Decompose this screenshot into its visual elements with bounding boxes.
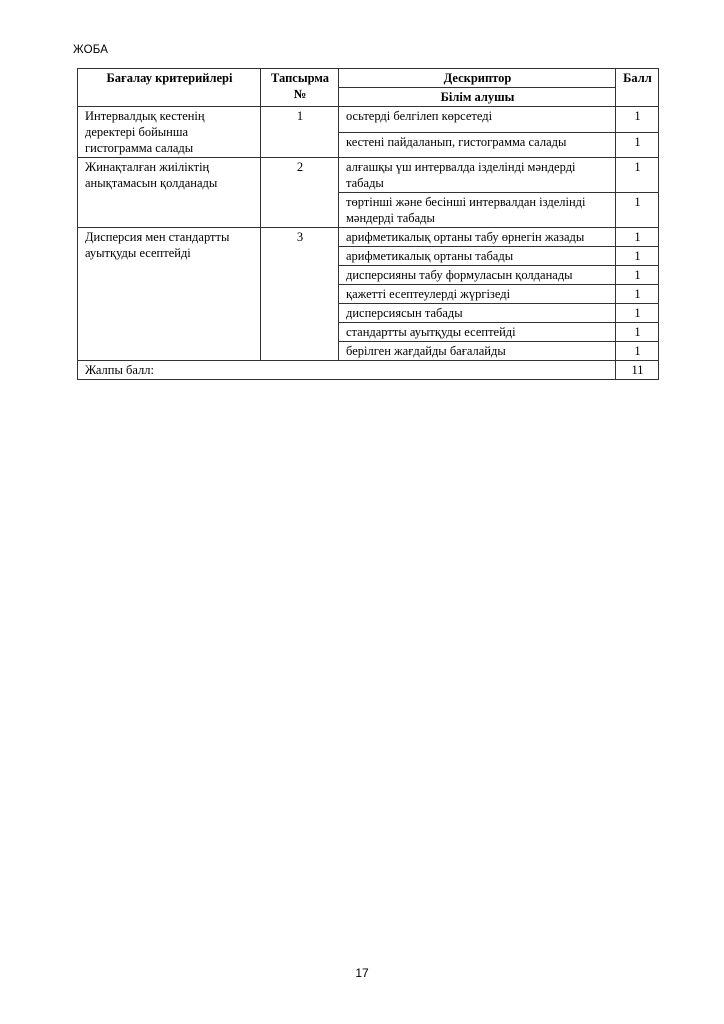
score-cell: 1 <box>616 285 659 304</box>
descriptor-cell: берілген жағдайды бағалайды <box>339 342 616 361</box>
score-cell: 1 <box>616 193 659 228</box>
score-header: Балл <box>616 69 659 107</box>
total-label: Жалпы балл: <box>78 361 616 380</box>
descriptor-cell: кестені пайдаланып, гистограмма салады <box>339 132 616 158</box>
criteria-cell: Интервалдық кестенің деректері бойынша гистограмма салады <box>78 107 261 158</box>
total-row <box>78 361 659 380</box>
task-number-header: Тапсырма № <box>261 69 339 107</box>
descriptor-cell: алғашқы үш интервалда ізделінді мәндерді табады <box>339 158 616 193</box>
descriptor-cell: төртінші және бесінші интервалдан ізделінді мәндерді табады <box>339 193 616 228</box>
descriptor-cell: арифметикалық ортаны табады <box>339 247 616 266</box>
score-cell: 1 <box>616 107 659 133</box>
descriptor-cell: дисперсиясын табады <box>339 304 616 323</box>
table-row <box>78 107 659 133</box>
score-cell: 1 <box>616 304 659 323</box>
page-number: 17 <box>355 966 369 980</box>
criteria-cell: Дисперсия мен стандартты ауытқуды есептейді <box>78 228 261 361</box>
descriptor-subheader: Білім алушы <box>339 88 616 107</box>
criteria-header: Бағалау критерийлері <box>78 69 261 107</box>
task-number-cell: 1 <box>261 107 339 158</box>
score-cell: 1 <box>616 132 659 158</box>
score-cell: 1 <box>616 323 659 342</box>
table-row <box>78 158 659 193</box>
descriptor-header: Дескриптор <box>339 69 616 88</box>
descriptor-cell: қажетті есептеулерді жүргізеді <box>339 285 616 304</box>
total-score: 11 <box>616 361 659 380</box>
score-cell: 1 <box>616 228 659 247</box>
task-number-cell: 3 <box>261 228 339 361</box>
task-number-cell: 2 <box>261 158 339 228</box>
table-row <box>78 228 659 247</box>
score-cell: 1 <box>616 158 659 193</box>
rubric-body <box>78 107 659 361</box>
descriptor-cell: осьтерді белгілеп көрсетеді <box>339 107 616 133</box>
header-row <box>78 69 659 88</box>
draft-mark: ЖОБА <box>73 44 109 56</box>
descriptor-cell: стандартты ауытқуды есептейді <box>339 323 616 342</box>
assessment-rubric-table <box>77 68 659 380</box>
score-cell: 1 <box>616 342 659 361</box>
score-cell: 1 <box>616 247 659 266</box>
score-cell: 1 <box>616 266 659 285</box>
criteria-cell: Жинақталған жиіліктің анықтамасын қолданады <box>78 158 261 228</box>
descriptor-cell: арифметикалық ортаны табу өрнегін жазады <box>339 228 616 247</box>
descriptor-cell: дисперсияны табу формуласын қолданады <box>339 266 616 285</box>
